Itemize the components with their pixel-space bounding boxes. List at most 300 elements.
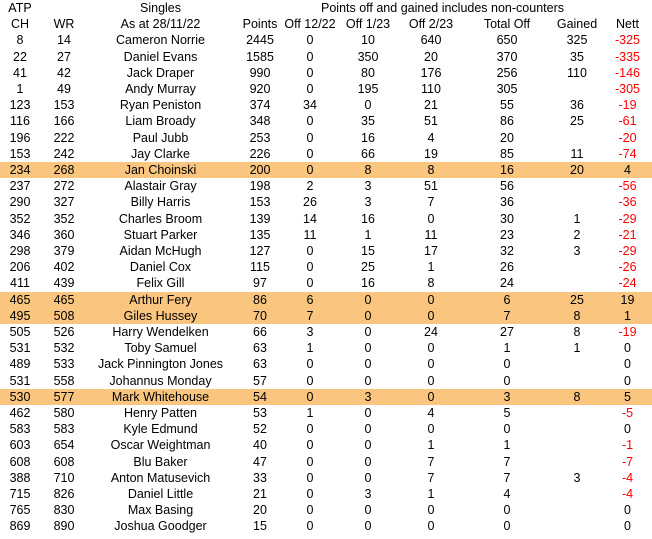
nett-cell: -4 <box>621 470 634 485</box>
wr-cell: 14 <box>57 33 71 48</box>
table-row <box>0 97 652 113</box>
points-cell: 66 <box>253 325 267 339</box>
points-cell: 53 <box>253 406 267 420</box>
points-cell: 97 <box>253 276 267 291</box>
total-off-cell: 370 <box>496 49 518 64</box>
wr-cell: 352 <box>53 211 75 226</box>
off-1-23-cell: 0 <box>364 519 372 534</box>
player-name-cell: Jan Choinski <box>124 163 197 177</box>
ch-cell: 608 <box>9 454 31 469</box>
off-1-23-cell: 3 <box>364 195 372 210</box>
total-off-cell: 86 <box>500 114 514 129</box>
nett-cell: -29 <box>618 244 637 258</box>
ch-cell: 489 <box>9 357 31 372</box>
off-2-23-cell: 7 <box>427 454 435 469</box>
player-name-cell: Blu Baker <box>133 454 188 469</box>
atp-header: ATP <box>8 1 32 15</box>
total-off-cell: 20 <box>500 130 514 145</box>
total-off-cell: 0 <box>503 357 511 372</box>
nett-cell: 0 <box>624 503 631 518</box>
off-12-22-cell: 11 <box>303 227 317 242</box>
points-cell: 21 <box>253 487 267 501</box>
off-2-23-column-header: Off 2/23 <box>408 17 454 32</box>
off-2-23-cell: 7 <box>427 195 435 210</box>
table-row <box>0 437 652 453</box>
gained-cell <box>551 421 603 437</box>
total-off-cell: 16 <box>500 163 514 177</box>
ch-cell: 531 <box>9 341 31 356</box>
ch-cell: 715 <box>9 487 31 501</box>
off-2-23-cell: 11 <box>424 227 438 242</box>
player-name-cell: Anton Matusevich <box>110 470 211 485</box>
off-12-22-cell: 0 <box>306 357 314 372</box>
player-name-cell: Billy Harris <box>130 195 191 210</box>
off-12-22-cell: 0 <box>306 470 314 485</box>
off-1-23-cell: 8 <box>364 163 372 177</box>
ch-cell: 583 <box>9 422 31 437</box>
off-2-23-cell: 4 <box>427 406 435 420</box>
off-1-23-column-header: Off 1/23 <box>345 17 391 32</box>
off-12-22-cell: 0 <box>306 260 314 275</box>
gained-cell <box>551 275 603 291</box>
gained-cell: 3 <box>573 470 581 485</box>
off-1-23-cell: 15 <box>361 244 375 258</box>
off-1-23-cell: 0 <box>364 292 372 307</box>
off-2-23-cell: 8 <box>427 163 435 177</box>
off-1-23-cell: 25 <box>361 260 375 275</box>
off-12-22-cell: 0 <box>306 373 314 388</box>
table-row <box>0 356 652 372</box>
nett-cell: 4 <box>624 163 631 177</box>
points-cell: 2445 <box>246 33 274 48</box>
ch-cell: 153 <box>9 146 31 161</box>
off-12-22-column-header: Off 12/22 <box>284 17 336 32</box>
player-name-cell: Liam Broady <box>125 114 196 129</box>
total-off-cell: 4 <box>503 487 511 501</box>
ch-cell: 462 <box>9 406 31 420</box>
wr-cell: 654 <box>53 438 75 453</box>
player-name-cell: Cameron Norrie <box>116 33 205 48</box>
wr-cell: 890 <box>53 519 75 534</box>
table-row <box>0 162 652 178</box>
wr-column-header: WR <box>53 17 75 32</box>
points-cell: 198 <box>249 179 271 194</box>
off-2-23-cell: 24 <box>424 325 438 339</box>
gained-cell <box>551 373 603 389</box>
gained-cell: 2 <box>573 227 581 242</box>
table-row <box>0 49 652 65</box>
player-name-cell: Ryan Peniston <box>119 98 202 113</box>
gained-cell: 1 <box>573 341 581 356</box>
off-1-23-cell: 66 <box>361 146 375 161</box>
points-cell: 253 <box>249 130 271 145</box>
off-12-22-cell: 0 <box>306 65 314 80</box>
ch-cell: 388 <box>9 470 31 485</box>
table-row <box>0 130 652 146</box>
player-name-cell: Giles Hussey <box>123 308 198 323</box>
off-2-23-cell: 0 <box>427 373 435 388</box>
table-row <box>0 340 652 356</box>
off-2-23-cell: 17 <box>424 244 438 258</box>
off-12-22-cell: 2 <box>306 179 314 194</box>
points-cell: 20 <box>253 503 267 518</box>
points-cell: 63 <box>253 341 267 356</box>
off-2-23-cell: 176 <box>420 65 442 80</box>
off-12-22-cell: 0 <box>306 389 314 404</box>
table-row <box>0 81 652 97</box>
table-row <box>0 454 652 470</box>
nett-cell: -26 <box>618 260 637 275</box>
nett-cell: 19 <box>620 292 635 307</box>
table-row <box>0 486 652 502</box>
nett-cell: -5 <box>621 406 634 420</box>
gained-cell <box>551 437 603 453</box>
ch-cell: 234 <box>9 163 31 177</box>
off-2-23-cell: 0 <box>427 503 435 518</box>
gained-cell: 8 <box>573 308 581 323</box>
off-1-23-cell: 0 <box>364 406 372 420</box>
ch-cell: 298 <box>9 244 31 258</box>
off-1-23-cell: 0 <box>364 470 372 485</box>
nett-cell: 1 <box>624 308 631 323</box>
off-1-23-cell: 0 <box>364 438 372 453</box>
total-off-cell: 55 <box>500 98 514 113</box>
player-name-cell: Max Basing <box>127 503 194 518</box>
player-name-cell: Jay Clarke <box>130 146 191 161</box>
nett-cell: -29 <box>618 211 637 226</box>
points-cell: 54 <box>253 389 267 404</box>
off-2-23-cell: 0 <box>427 308 435 323</box>
gained-cell <box>551 356 603 372</box>
total-off-cell: 0 <box>503 519 511 534</box>
wr-cell: 577 <box>53 389 75 404</box>
off-12-22-cell: 0 <box>306 244 314 258</box>
off-1-23-cell: 16 <box>361 276 375 291</box>
wr-cell: 402 <box>53 260 75 275</box>
nett-cell: -24 <box>618 276 637 291</box>
off-1-23-cell: 16 <box>361 130 375 145</box>
off-2-23-cell: 7 <box>427 470 435 485</box>
wr-cell: 580 <box>53 406 75 420</box>
off-1-23-cell: 80 <box>361 65 375 80</box>
total-off-cell: 36 <box>500 195 514 210</box>
total-off-column-header: Total Off <box>483 17 531 32</box>
points-cell: 52 <box>253 422 267 437</box>
points-cell: 127 <box>249 244 271 258</box>
table-row <box>0 243 652 259</box>
wr-cell: 526 <box>53 325 75 339</box>
nett-cell: 0 <box>624 519 631 534</box>
off-2-23-cell: 0 <box>427 422 435 437</box>
off-1-23-cell: 0 <box>364 503 372 518</box>
total-off-cell: 23 <box>500 227 514 242</box>
off-1-23-cell: 0 <box>364 422 372 437</box>
nett-cell: -36 <box>618 195 637 210</box>
points-cell: 47 <box>253 454 267 469</box>
gained-cell <box>551 454 603 470</box>
table-row <box>0 194 652 210</box>
total-off-cell: 24 <box>500 276 514 291</box>
off-2-23-cell: 0 <box>427 341 435 356</box>
off-2-23-cell: 19 <box>424 146 438 161</box>
ch-cell: 869 <box>9 519 31 534</box>
gained-cell: 325 <box>566 33 588 48</box>
ch-cell: 116 <box>10 114 30 129</box>
total-off-cell: 5 <box>503 406 511 420</box>
table-row <box>0 470 652 486</box>
player-name-cell: Kyle Edmund <box>123 422 198 437</box>
gained-cell: 25 <box>570 292 584 307</box>
ch-cell: 206 <box>9 260 31 275</box>
total-off-cell: 0 <box>503 373 511 388</box>
player-name-cell: Joshua Goodger <box>114 519 207 534</box>
off-12-22-cell: 1 <box>306 406 314 420</box>
nett-cell: -21 <box>618 227 637 242</box>
off-12-22-cell: 14 <box>303 211 317 226</box>
player-name-cell: Toby Samuel <box>124 341 197 356</box>
off-2-23-cell: 110 <box>421 82 441 96</box>
total-off-cell: 3 <box>503 389 511 404</box>
gained-cell <box>551 81 603 97</box>
table-row <box>0 373 652 389</box>
off-12-22-cell: 7 <box>306 308 314 323</box>
ch-cell: 41 <box>13 65 27 80</box>
total-off-cell: 32 <box>500 244 514 258</box>
off-12-22-cell: 34 <box>303 98 317 113</box>
ch-cell: 530 <box>9 389 31 404</box>
total-off-cell: 256 <box>496 65 518 80</box>
nett-cell: -7 <box>621 454 634 469</box>
wr-cell: 166 <box>53 114 75 129</box>
nett-cell: 5 <box>624 389 631 404</box>
points-cell: 40 <box>253 438 267 453</box>
wr-cell: 583 <box>53 422 75 437</box>
points-cell: 920 <box>249 82 271 96</box>
off-12-22-cell: 0 <box>306 438 314 453</box>
off-2-23-cell: 51 <box>424 114 438 129</box>
points-column-header: Points <box>242 17 278 32</box>
total-off-cell: 0 <box>503 422 511 437</box>
off-1-23-cell: 0 <box>364 373 372 388</box>
player-name-cell: Charles Broom <box>118 211 203 226</box>
table-row <box>0 146 652 162</box>
points-cell: 374 <box>249 98 271 113</box>
table-row <box>0 389 652 405</box>
table-row <box>0 259 652 275</box>
gained-cell: 35 <box>570 49 584 64</box>
ch-column-header: CH <box>10 17 30 32</box>
gained-cell <box>551 194 603 210</box>
wr-cell: 608 <box>53 454 75 469</box>
player-name-cell: Stuart Parker <box>123 227 198 242</box>
off-2-23-cell: 1 <box>427 487 435 501</box>
nett-cell: -335 <box>614 49 641 64</box>
nett-cell: -19 <box>618 98 637 113</box>
gained-cell: 11 <box>570 146 584 161</box>
gained-cell <box>551 130 603 146</box>
nett-cell: 0 <box>624 422 631 437</box>
points-cell: 57 <box>253 373 267 388</box>
off-1-23-cell: 0 <box>364 308 372 323</box>
points-cell: 15 <box>253 519 267 534</box>
nett-cell: -4 <box>621 487 634 501</box>
gained-column-header: Gained <box>556 17 598 32</box>
nett-cell: -305 <box>614 82 641 96</box>
wr-cell: 558 <box>53 373 75 388</box>
wr-cell: 327 <box>53 195 75 210</box>
total-off-cell: 1 <box>503 438 511 453</box>
wr-cell: 49 <box>57 82 71 96</box>
nett-cell: -20 <box>618 130 637 145</box>
off-2-23-cell: 0 <box>427 519 435 534</box>
player-name-cell: Mark Whitehouse <box>111 389 210 404</box>
ch-cell: 196 <box>9 130 31 145</box>
player-name-cell: Daniel Evans <box>123 49 198 64</box>
table-row <box>0 211 652 227</box>
table-row <box>0 178 652 194</box>
player-name-cell: Jack Draper <box>126 65 195 80</box>
gained-cell <box>551 518 603 534</box>
wr-cell: 508 <box>53 308 75 323</box>
off-12-22-cell: 3 <box>306 325 314 339</box>
total-off-cell: 7 <box>503 308 511 323</box>
wr-cell: 533 <box>53 357 75 372</box>
gained-cell <box>551 178 603 194</box>
wr-cell: 532 <box>53 341 75 356</box>
off-12-22-cell: 0 <box>306 422 314 437</box>
off-12-22-cell: 0 <box>306 114 314 129</box>
off-1-23-cell: 0 <box>364 98 372 113</box>
nett-cell: -325 <box>614 33 641 48</box>
off-12-22-cell: 0 <box>306 49 314 64</box>
off-12-22-cell: 0 <box>306 454 314 469</box>
ch-cell: 531 <box>9 373 31 388</box>
off-12-22-cell: 0 <box>306 82 314 96</box>
ch-cell: 1 <box>16 82 24 96</box>
wr-cell: 268 <box>53 163 75 177</box>
total-off-cell: 30 <box>500 211 514 226</box>
gained-cell: 36 <box>570 98 584 113</box>
off-1-23-cell: 0 <box>364 357 372 372</box>
ch-cell: 603 <box>9 438 31 453</box>
table-row <box>0 113 652 129</box>
points-cell: 226 <box>249 146 271 161</box>
off-2-23-cell: 51 <box>424 179 438 194</box>
gained-cell: 1 <box>573 211 581 226</box>
off-2-23-cell: 21 <box>424 98 438 113</box>
off-12-22-cell: 6 <box>306 292 314 307</box>
off-12-22-cell: 0 <box>306 276 314 291</box>
off-12-22-cell: 26 <box>303 195 317 210</box>
nett-cell: 0 <box>624 341 631 356</box>
points-cell: 200 <box>249 163 271 177</box>
nett-cell: -74 <box>618 146 637 161</box>
player-name-cell: Johannus Monday <box>109 373 212 388</box>
points-cell: 139 <box>249 211 271 226</box>
total-off-cell: 26 <box>500 260 514 275</box>
table-row <box>0 421 652 437</box>
table-row <box>0 292 652 308</box>
points-cell: 33 <box>253 470 267 485</box>
singles-header: Singles <box>140 1 181 15</box>
table-row <box>0 308 652 324</box>
player-name-cell: Jack Pinnington Jones <box>97 357 224 372</box>
total-off-cell: 650 <box>496 33 518 48</box>
wr-cell: 27 <box>57 49 71 64</box>
total-off-cell: 305 <box>496 82 518 96</box>
table-row <box>0 227 652 243</box>
nett-cell: -61 <box>618 114 637 129</box>
nett-cell: -146 <box>614 65 641 80</box>
gained-cell: 110 <box>567 65 587 80</box>
ch-cell: 495 <box>9 308 31 323</box>
total-off-cell: 85 <box>500 146 514 161</box>
player-name-cell: Henry Patten <box>124 406 197 420</box>
ch-cell: 765 <box>9 503 31 518</box>
off-12-22-cell: 0 <box>306 130 314 145</box>
off-2-23-cell: 0 <box>427 389 435 404</box>
off-1-23-cell: 350 <box>357 49 379 64</box>
ch-cell: 411 <box>10 276 30 291</box>
off-1-23-cell: 0 <box>364 325 372 339</box>
table-row <box>0 518 652 534</box>
player-name-cell: Daniel Little <box>127 487 194 501</box>
wr-cell: 439 <box>53 276 75 291</box>
off-2-23-cell: 640 <box>420 33 442 48</box>
off-12-22-cell: 1 <box>306 341 314 356</box>
ch-cell: 465 <box>9 292 31 307</box>
off-1-23-cell: 16 <box>361 211 375 226</box>
wr-cell: 360 <box>53 227 75 242</box>
total-off-cell: 27 <box>500 325 514 339</box>
player-name-cell: Aidan McHugh <box>119 244 202 258</box>
nett-cell: -1 <box>621 438 634 453</box>
wr-cell: 379 <box>53 244 75 258</box>
wr-cell: 826 <box>53 487 75 501</box>
ch-cell: 346 <box>9 227 31 242</box>
total-off-cell: 0 <box>503 503 511 518</box>
total-off-cell: 6 <box>503 292 511 307</box>
points-off-title: Points off and gained includes non-counters <box>321 1 564 15</box>
points-cell: 70 <box>253 308 267 323</box>
wr-cell: 42 <box>57 65 71 80</box>
total-off-cell: 7 <box>503 454 511 469</box>
wr-cell: 153 <box>53 98 75 113</box>
nett-cell: 0 <box>624 373 631 388</box>
player-name-cell: Oscar Weightman <box>110 438 211 453</box>
gained-cell <box>551 405 603 421</box>
ch-cell: 8 <box>16 33 24 48</box>
off-1-23-cell: 3 <box>364 179 372 194</box>
off-1-23-cell: 3 <box>364 487 372 501</box>
ch-cell: 505 <box>9 325 31 339</box>
player-name-cell: Felix Gill <box>136 276 185 291</box>
gained-cell: 8 <box>573 389 581 404</box>
total-off-cell: 1 <box>503 341 511 356</box>
ch-cell: 290 <box>9 195 31 210</box>
gained-cell <box>551 502 603 518</box>
points-cell: 1585 <box>246 49 274 64</box>
player-name-cell: Andy Murray <box>125 82 196 96</box>
total-off-cell: 7 <box>503 470 511 485</box>
points-cell: 63 <box>253 357 267 372</box>
table-row <box>0 502 652 518</box>
date-column-header: As at 28/11/22 <box>120 17 201 32</box>
off-12-22-cell: 0 <box>306 519 314 534</box>
ch-cell: 123 <box>9 98 31 113</box>
off-2-23-cell: 0 <box>427 292 435 307</box>
table-row <box>0 324 652 340</box>
